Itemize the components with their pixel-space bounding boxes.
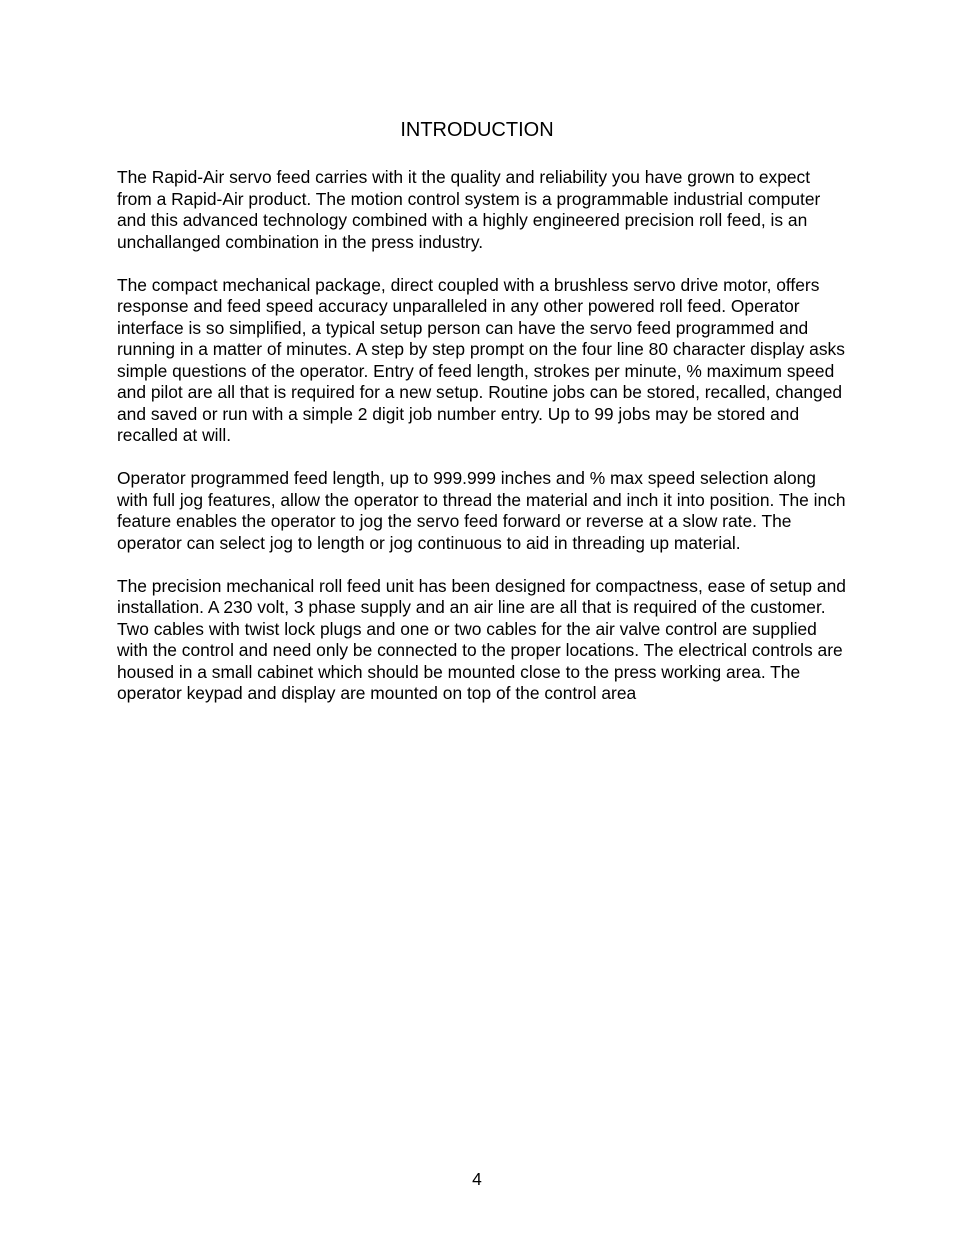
paragraph-intro-quality: The Rapid-Air servo feed carries with it the quality and reliability you have grown to expect from a Rapid-Air product. The motion control system is a programmable industrial computer and this advanced technology combined with a highly engineered precision roll feed, is an unchallanged combination in the press industry. — [117, 167, 821, 252]
body-text — [117, 167, 847, 726]
paragraph-feed-length-jog: Operator programmed feed length, up to 999.999 inches and % max speed selection along with full jog features, allow the operator to thread the material and inch it into position. The inch feature enables the operator to jog the servo feed forward or reverse at a slow rate. The operator can select jog to length or jog continuous to aid in threading up material. — [117, 468, 846, 553]
paragraph-installation: The precision mechanical roll feed unit has been designed for compactness, ease of setup and installation. A 230 volt, 3 phase supply and an air line are all that is required of the customer. Two cables with twist lock plugs and one or two cables for the air valve control are supplied with the control and need only be connected to the proper locations. The electrical controls are housed in a small cabinet which should be mounted close to the press working area. The operator keypad and display are mounted on top of the control area — [117, 575, 846, 703]
page-title: INTRODUCTION — [400, 119, 554, 141]
page-number: 4 — [472, 1169, 482, 1189]
paragraph-mechanical-package: The compact mechanical package, direct coupled with a brushless servo drive motor, offers response and feed speed accuracy unparalleled in any other powered roll feed. Operator interface is so simplified, a typical setup person can have the servo feed programmed and running in a matter of minutes. A step by step prompt on the four line 80 character display asks simple questions of the operator. Entry of feed length, strokes per minute, % maximum speed and pilot are all that is required for a new setup. Routine jobs can be stored, recalled, changed and saved or run with a simple 2 digit job number entry. Up to 99 jobs may be stored and recalled at will. — [117, 274, 845, 445]
